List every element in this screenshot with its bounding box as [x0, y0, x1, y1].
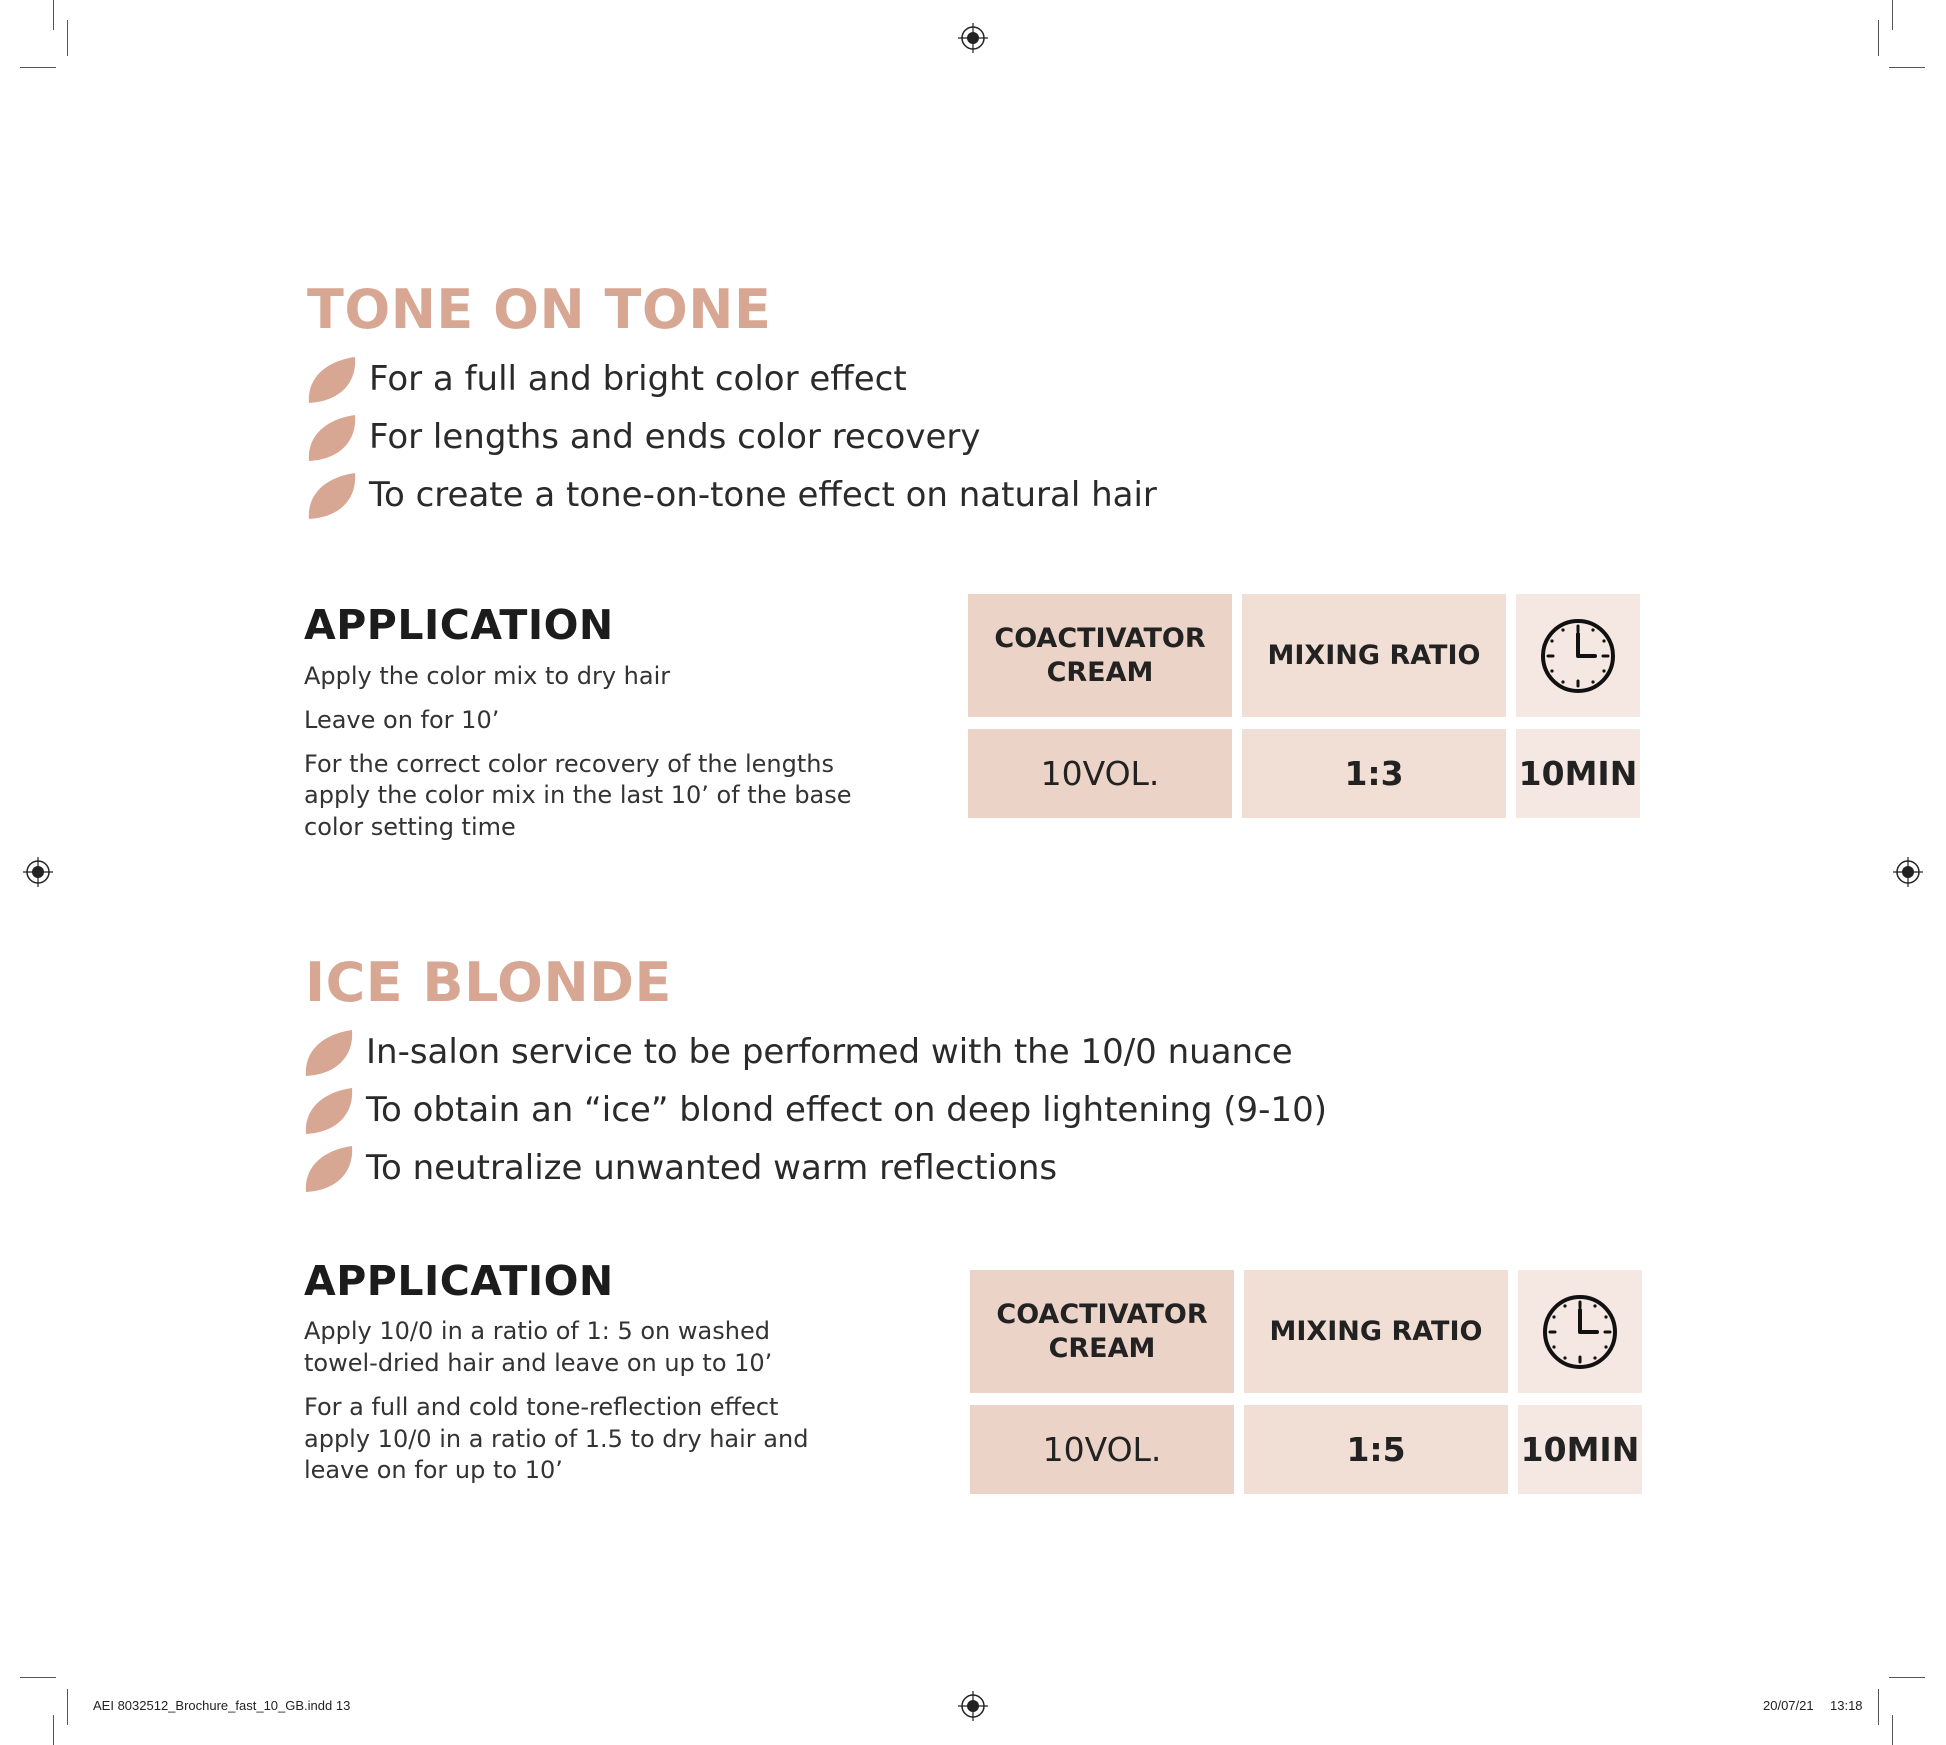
leaf-bullet-icon [302, 1141, 356, 1195]
benefit-text: In-salon service to be performed with the 10/0 nuance [366, 1032, 1293, 1072]
application-text: Leave on for 10’ [304, 706, 500, 734]
section-title: ICE BLONDE [305, 951, 672, 1014]
clock-icon [1538, 616, 1618, 696]
leaf-bullet-icon [302, 1083, 356, 1137]
time-header [1518, 1270, 1642, 1393]
benefit-list [302, 1023, 1327, 1197]
time-value: 10MIN [1516, 729, 1640, 818]
application-text: Apply the color mix to dry hair [304, 662, 671, 690]
registration-mark-icon [958, 1691, 988, 1721]
application-heading: APPLICATION [304, 1257, 614, 1305]
application-text: towel-dried hair and leave on up to 10’ [304, 1349, 773, 1377]
registration-mark-icon [23, 857, 53, 887]
leaf-bullet-icon [305, 468, 359, 522]
leaf-bullet-icon [305, 352, 359, 406]
mixing-ratio-value: 1:3 [1242, 729, 1506, 818]
section-title: TONE ON TONE [307, 278, 772, 341]
application-text: leave on for up to 10’ [304, 1456, 563, 1484]
application-text: For a full and cold tone-reflection effect [304, 1393, 779, 1421]
benefit-text: For lengths and ends color recovery [369, 417, 981, 457]
application-text: Apply 10/0 in a ratio of 1: 5 on washed [304, 1317, 770, 1345]
benefit-list [305, 350, 1157, 524]
registration-mark-icon [1893, 857, 1923, 887]
slug-date: 20/07/21 [1763, 1698, 1814, 1713]
slug-time: 13:18 [1830, 1698, 1863, 1713]
list-item [305, 466, 1157, 524]
time-header [1516, 594, 1640, 717]
slug-file-info: AEI 8032512_Brochure_fast_10_GB.indd 13 [93, 1698, 351, 1713]
leaf-bullet-icon [302, 1025, 356, 1079]
coactivator-value: 10VOL. [968, 729, 1232, 818]
benefit-text: To neutralize unwanted warm reflections [366, 1148, 1058, 1188]
list-item [302, 1139, 1327, 1197]
benefit-text: To create a tone-on-tone effect on natural hair [369, 475, 1157, 515]
list-item [305, 350, 1157, 408]
list-item [302, 1023, 1327, 1081]
time-value: 10MIN [1518, 1405, 1642, 1494]
coactivator-header: COACTIVATOR CREAM [968, 594, 1232, 717]
benefit-text: For a full and bright color effect [369, 359, 907, 399]
application-text: For the correct color recovery of the lengths [304, 750, 834, 778]
application-text: apply 10/0 in a ratio of 1.5 to dry hair and [304, 1425, 809, 1453]
list-item [302, 1081, 1327, 1139]
application-heading: APPLICATION [304, 601, 614, 649]
clock-icon [1540, 1292, 1620, 1372]
list-item [305, 408, 1157, 466]
mixing-ratio-header: MIXING RATIO [1242, 594, 1506, 717]
benefit-text: To obtain an “ice” blond effect on deep lightening (9-10) [366, 1090, 1327, 1130]
mixing-ratio-value: 1:5 [1244, 1405, 1508, 1494]
registration-mark-icon [958, 23, 988, 53]
application-text: apply the color mix in the last 10’ of the base [304, 781, 852, 809]
leaf-bullet-icon [305, 410, 359, 464]
mixing-ratio-header: MIXING RATIO [1244, 1270, 1508, 1393]
coactivator-value: 10VOL. [970, 1405, 1234, 1494]
coactivator-header: COACTIVATOR CREAM [970, 1270, 1234, 1393]
application-text: color setting time [304, 813, 516, 841]
